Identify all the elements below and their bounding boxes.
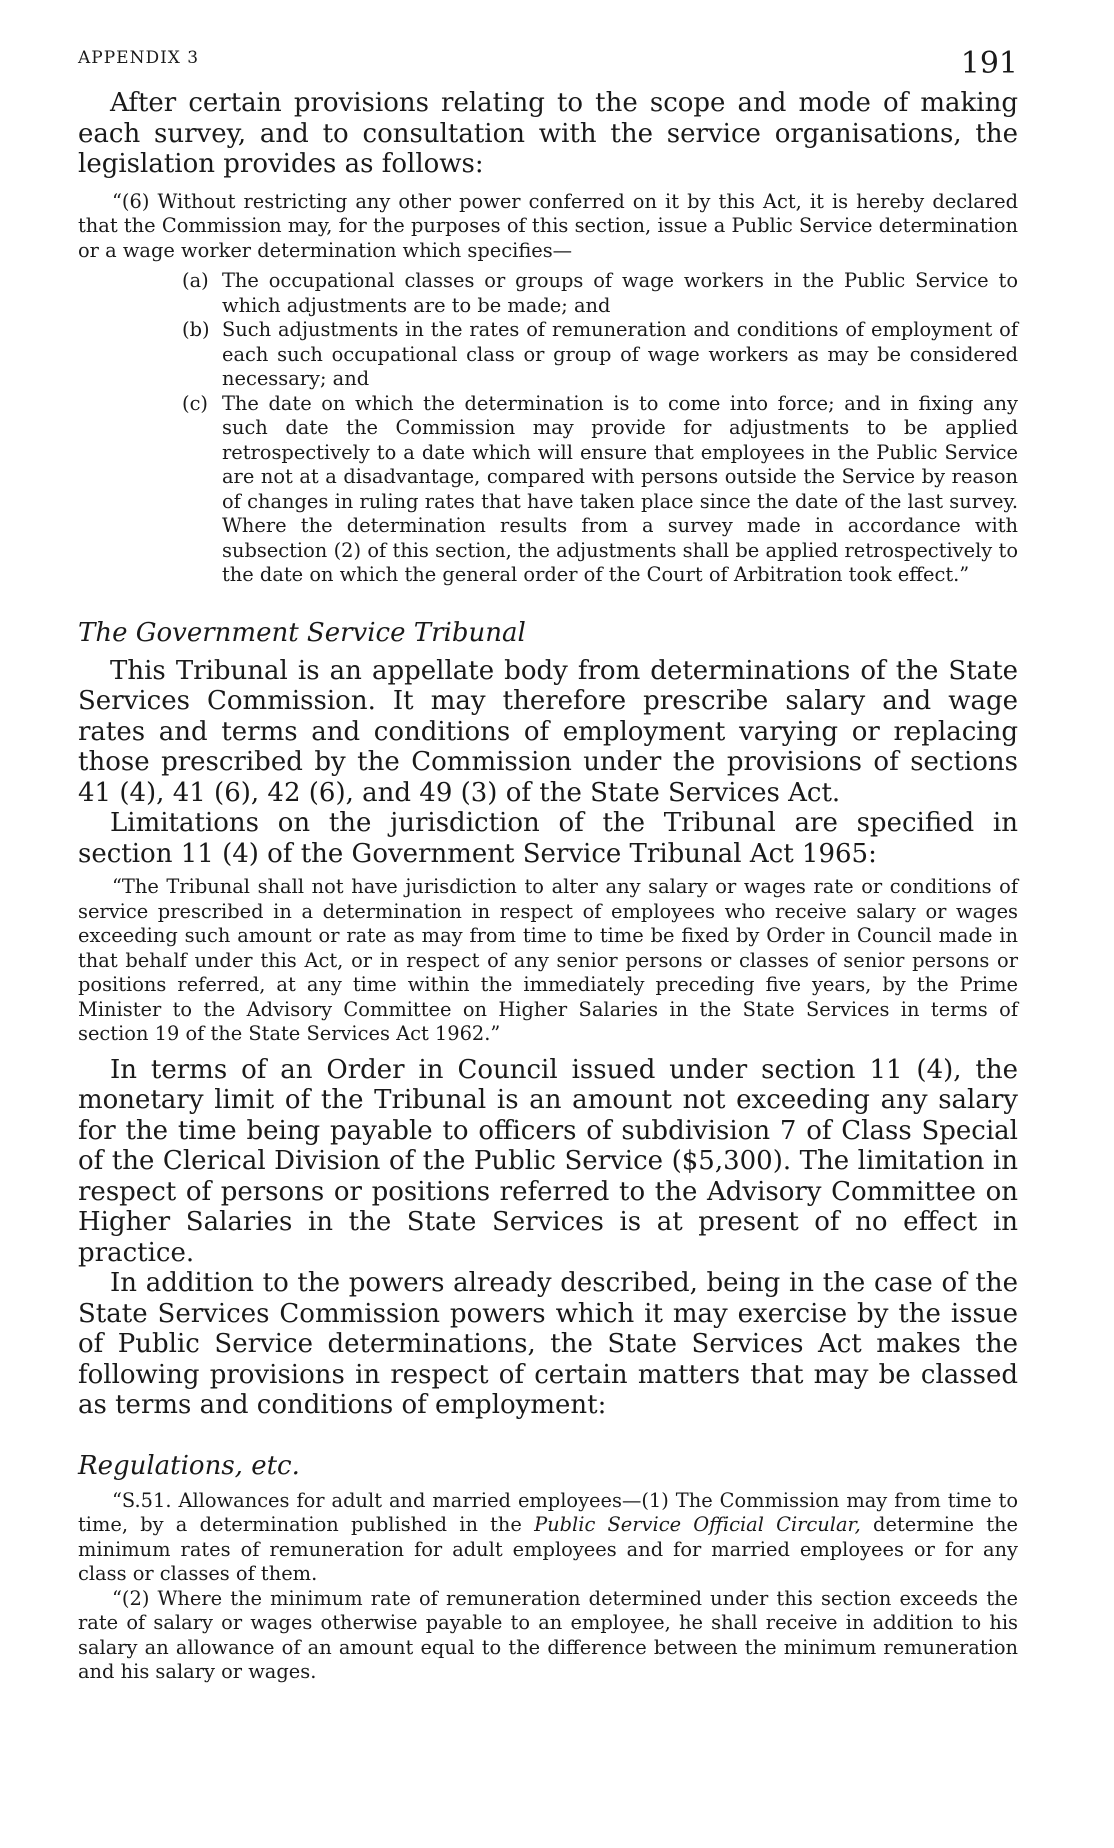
- clause-marker: (c): [182, 391, 208, 415]
- running-header: [78, 40, 1018, 88]
- page-number: 191: [960, 46, 1018, 81]
- s51-italic-title: Public Service Official Circular,: [534, 1513, 861, 1536]
- clause-marker: (b): [182, 318, 210, 341]
- clause-text: Such adjustments in the rates of remuneration and conditions of employment of each such occupational class or group of wage workers as may be considered necessary; and: [222, 318, 1018, 390]
- clause-marker: (a): [182, 269, 209, 292]
- section-heading-regulations: Regulations, etc.: [78, 1450, 300, 1481]
- tribunal-paragraph-3: In terms of an Order in Council issued under section 11 (4), the monetary limit of the Tribunal is an amount not exceeding any salary for the time being payable to officers of subdivision 7 of Class Special of the Clerical Division of the Public Service ($5,300). The limitation in respect of persons or positions referred to the Advisory Committee on Higher Salaries in the State Services is at present of no effect in practice.: [78, 1054, 1018, 1268]
- clause-item: [78, 392, 1018, 588]
- tribunal-quote: “The Tribunal shall not have jurisdiction to alter any salary or wages rate or conditions of service prescribed in a determination in respect of employees who receive salary or wages exceeding such amount or rate as may from time to time be fixed by Order in Council made in that behalf under this Act, or in respect of any senior persons or classes of senior persons or positions referred, at any time within the immediately preceding five years, by the Prime Minister to the Advisory Committee on Higher Salaries in the State Services in terms of section 19 of the State Services Act 1962.”: [78, 875, 1018, 1045]
- clause-text: The occupational classes or groups of wage workers in the Public Service to which adjustments are to be made; and: [222, 269, 1018, 317]
- running-title: APPENDIX 3: [78, 48, 200, 68]
- s51-tail-text: determine the minimum rates of remuneration for adult employees and for married employees or for any class or classes of them.: [78, 1513, 1018, 1585]
- clause-item: [78, 318, 1018, 392]
- clause-text: The date on which the determination is to come into force; and in fixing any such date the Commission may provide for adjustments to be applied retrospectively to a date which will ensure that employees in the Public Service are not at a disadvantage, compared with persons outside the Service by reason of changes in ruling rates that have taken place since the date of the last survey. Where the determination results from a survey made in accordance with subsection (2) of this section, the adjustments shall be applied retrospectively to the date on which the general order of the Court of Arbitration took effect.”: [222, 391, 1018, 586]
- clause-list: [78, 269, 1018, 588]
- section-51-subsection-2: “(2) Where the minimum rate of remuneration determined under this section exceeds the rate of salary or wages otherwise payable to an employee, he shall receive in addition to his salary an allowance of an amount equal to the difference between the minimum remuneration and his salary or wages.: [78, 1586, 1018, 1683]
- intro-paragraph: After certain provisions relating to the scope and mode of making each survey, and to consultation with the service organisations, the legislation provides as follows:: [78, 88, 1018, 179]
- quote-subsection-6: “(6) Without restricting any other power conferred on it by this Act, it is hereby declared that the Commission may, for the purposes of this section, issue a Public Service determination or a wage worker determination which specifies—: [78, 189, 1018, 262]
- tribunal-paragraph-2: Limitations on the jurisdiction of the Tribunal are specified in section 11 (4) of the Government Service Tribunal Act 1965:: [78, 808, 1018, 869]
- tribunal-paragraph-4: In addition to the powers already described, being in the case of the State Services Commission powers which it may exercise by the issue of Public Service determinations, the State Services Act makes the following provisions in respect of certain matters that may be classed as terms and conditions of employment:: [78, 1268, 1018, 1420]
- section-51-subsection-1: [78, 1489, 1018, 1587]
- tribunal-paragraph-1: This Tribunal is an appellate body from determinations of the State Services Commission. It may therefore prescribe salary and wage rates and terms and conditions of employment varying or replacing those prescribed by the Commission under the provisions of sections 41 (4), 41 (6), 42 (6), and 49 (3) of the State Services Act.: [78, 655, 1018, 808]
- s51-lead-text: “S.51. Allowances for adult and married employees—(1) The Commission may from time to time, by a determination published in the: [78, 1488, 1018, 1536]
- clause-item: [78, 269, 1018, 318]
- section-heading-tribunal: The Government Service Tribunal: [78, 617, 526, 648]
